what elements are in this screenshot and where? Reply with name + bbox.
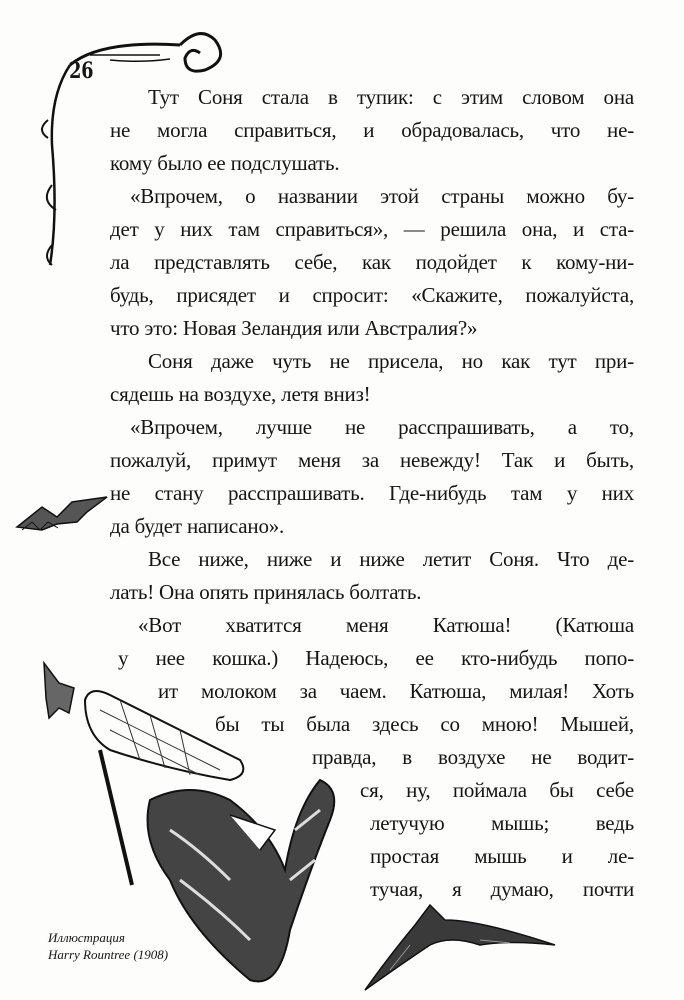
text-line: «Вот хватится меня Катюша! (Катюша xyxy=(138,613,634,637)
text-line: «Впрочем, лучше не расспрашивать, а то, xyxy=(130,415,634,439)
text-line: не стану расспрашивать. Где-нибудь там у них xyxy=(110,481,634,505)
bat-illustration-icon xyxy=(12,492,112,542)
flying-bat-illustration-icon xyxy=(360,895,560,995)
text-line: что это: Новая Зеландия или Австралия?» xyxy=(110,316,478,340)
text-line: «Впрочем, о названии этой страны можно бу- xyxy=(130,184,634,208)
text-line: ит молоком за чаем. Катюша, милая! Хоть xyxy=(158,679,634,703)
page-number: 26 xyxy=(69,58,94,84)
text-line: правда, в воздухе не водит- xyxy=(312,745,634,769)
text-line: Соня даже чуть не присела, но как тут при- xyxy=(148,349,634,373)
small-bat-illustration-icon xyxy=(34,658,84,728)
text-line: у нее кошка.) Надеюсь, ее кто-нибудь попо- xyxy=(118,646,634,670)
illustration-caption-credit: Harry Rountree (1908) xyxy=(48,947,169,962)
text-line: лать! Она опять принялась болтать. xyxy=(110,580,422,604)
text-line: будь, присядет и спросит: «Скажите, пожалуйста, xyxy=(110,283,634,307)
text-line: не могла справиться, и обрадовалась, что не- xyxy=(110,118,634,142)
text-line: бы ты была здесь со мною! Мышей, xyxy=(215,712,634,736)
text-line: летучую мышь; ведь xyxy=(370,811,634,835)
text-line: ла представлять себе, как подойдет к кому-ни- xyxy=(110,250,634,274)
text-line: сядешь на воздухе, летя вниз! xyxy=(110,382,371,406)
text-line: пожалуй, примут меня за невежду! Так и быть, xyxy=(110,448,634,472)
text-line: Все ниже, ниже и ниже летит Соня. Что де- xyxy=(148,547,634,571)
text-line: да будет написано». xyxy=(110,514,285,538)
illustration-caption-title: Иллюстрация xyxy=(48,930,125,945)
text-line: тучая, я думаю, почти xyxy=(370,877,634,901)
text-line: ся, ну, поймала бы себе xyxy=(360,778,634,802)
text-line: Тут Соня стала в тупик: с этим словом она xyxy=(148,85,634,109)
text-line: кому было ее подслушать. xyxy=(110,151,340,175)
text-line: простая мышь и ле- xyxy=(370,844,634,868)
text-line: дет у них там справиться», — решила она, и ста- xyxy=(110,217,634,241)
